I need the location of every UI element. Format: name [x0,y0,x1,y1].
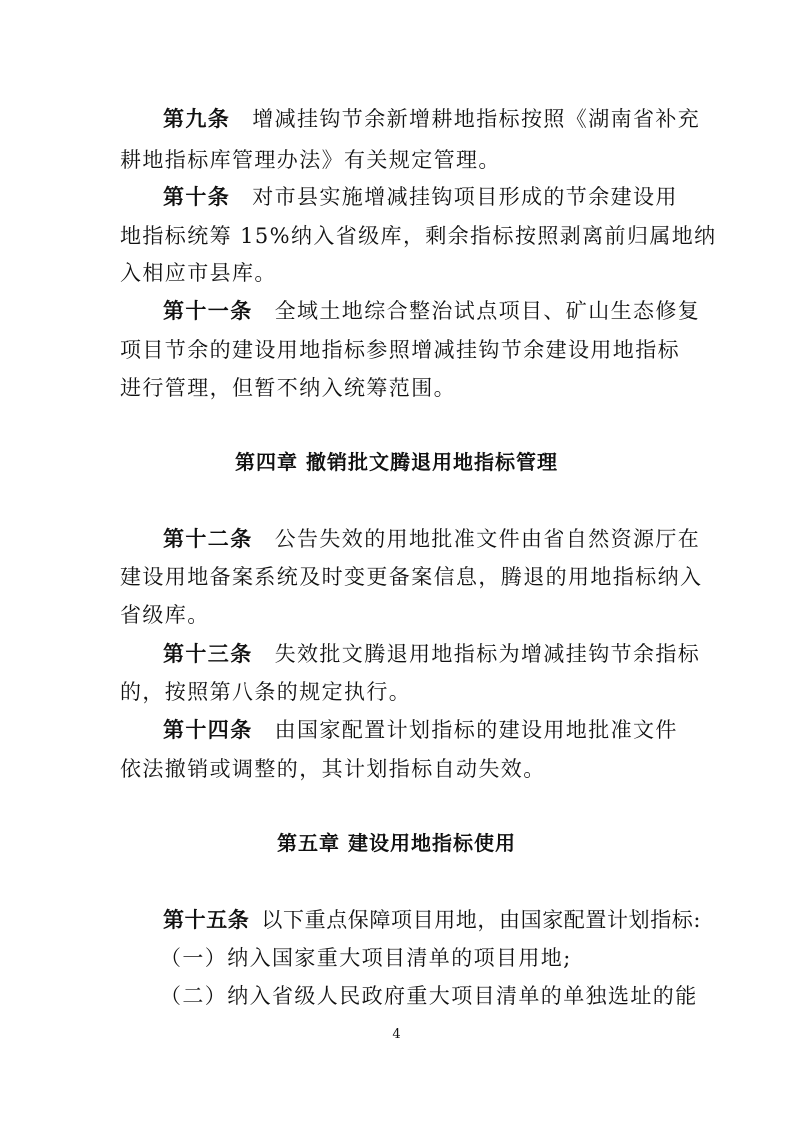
article-line [163,715,680,745]
article-line [163,296,701,326]
chapter-heading: 第五章 建设用地指标使用 [277,831,516,855]
article-line: 地指标统筹 15%纳入省级库，剩余指标按照剥离前归属地纳 [120,224,717,248]
article-text: 失效批文腾退用地指标为增减挂钩节余指标 [274,642,701,666]
article-line: 进行管理，但暂不纳入统筹范围。 [120,376,456,400]
article-line [163,905,702,935]
article-line [163,524,701,554]
article-number: 第十二条 [163,526,253,551]
article-number: 第九条 [163,106,231,131]
article-number: 第十一条 [163,298,253,323]
article-text: 全域土地综合整治试点项目、矿山生态修复 [274,299,701,323]
list-item: （二）纳入省级人民政府重大项目清单的单独选址的能 [160,984,698,1008]
article-line [163,104,701,134]
article-number: 第十三条 [163,641,253,666]
article-line: 的，按照第八条的规定执行。 [120,680,412,704]
page-number: 4 [392,1027,401,1042]
article-line [163,639,701,669]
article-text: 公告失效的用地批准文件由省自然资源厅在 [274,527,701,551]
article-number: 第十四条 [163,717,253,742]
article-line: 入相应市县库。 [120,261,277,285]
article-text: 由国家配置计划指标的建设用地批准文件 [274,718,678,742]
article-line: 依法撤销或调整的，其计划指标自动失效。 [120,757,546,781]
article-text: 以下重点保障项目用地，由国家配置计划指标: [261,908,702,932]
article-number: 第十条 [163,184,231,209]
list-item: （一）纳入国家重大项目清单的项目用地; [160,946,572,970]
chapter-heading: 第四章 撤销批文腾退用地指标管理 [235,450,558,474]
article-line [163,182,680,212]
article-line: 耕地指标库管理办法》有关规定管理。 [120,148,501,172]
article-text: 增减挂钩节余新增耕地指标按照《湖南省补充 [252,107,701,131]
article-line: 省级库。 [120,603,210,627]
article-text: 对市县实施增减挂钩项目形成的节余建设用 [252,185,678,209]
article-line: 项目节余的建设用地指标参照增减挂钩节余建设用地指标 [120,338,680,362]
article-line: 建设用地备案系统及时变更备案信息，腾退的用地指标纳入 [120,565,703,589]
article-number: 第十五条 [163,907,250,932]
